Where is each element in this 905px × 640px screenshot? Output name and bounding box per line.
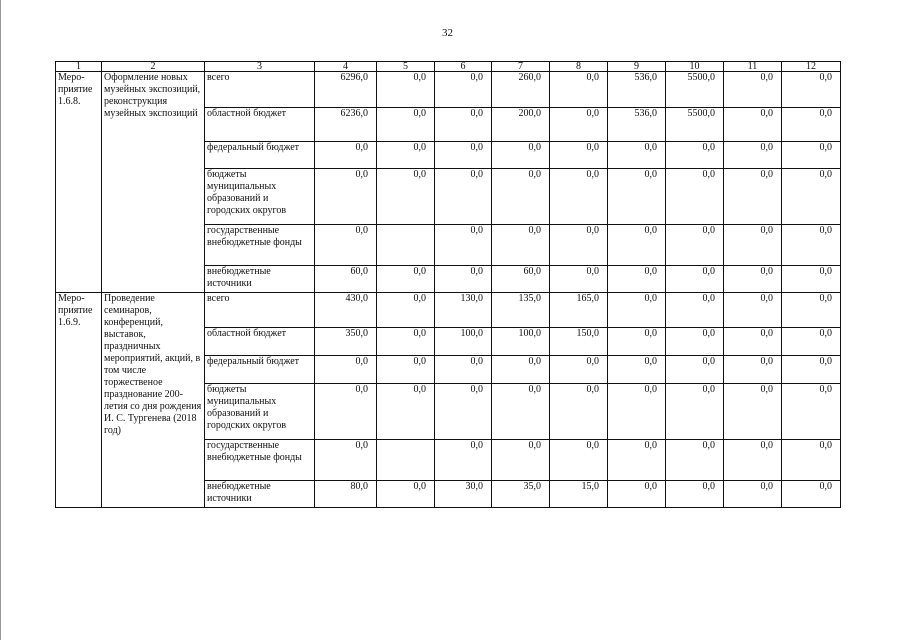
amount-cell: 0,0 — [377, 328, 435, 356]
amount-cell: 0,0 — [666, 169, 724, 225]
amount-cell: 0,0 — [377, 169, 435, 225]
amount-cell: 0,0 — [724, 142, 782, 169]
funding-source: государственные внебюджетные фонды — [205, 440, 315, 481]
amount-cell: 0,0 — [782, 266, 841, 293]
amount-cell: 0,0 — [608, 266, 666, 293]
amount-cell: 0,0 — [550, 72, 608, 108]
amount-cell: 0,0 — [724, 266, 782, 293]
funding-source: областной бюджет — [205, 328, 315, 356]
column-number: 5 — [377, 62, 435, 72]
amount-cell: 0,0 — [315, 356, 377, 384]
amount-cell: 0,0 — [492, 440, 550, 481]
amount-cell: 0,0 — [377, 384, 435, 440]
amount-cell: 0,0 — [724, 481, 782, 508]
column-numbers-row — [56, 62, 841, 72]
column-number: 4 — [315, 62, 377, 72]
budget-table — [55, 61, 841, 508]
amount-cell: 0,0 — [666, 293, 724, 328]
amount-cell: 0,0 — [492, 225, 550, 266]
amount-cell: 0,0 — [608, 440, 666, 481]
measure-code: Меро-приятие 1.6.8. — [56, 72, 102, 293]
measure-name: Проведение семинаров, конференций, выставок, праздничных мероприятий, акций, в том числе торжественое празднование 200-летия со дня рождения И. С. Тургенева (2018 год) — [102, 293, 205, 508]
amount-cell: 0,0 — [724, 169, 782, 225]
measure-code: Меро-приятие 1.6.9. — [56, 293, 102, 508]
amount-cell: 0,0 — [608, 481, 666, 508]
table-row — [56, 72, 841, 108]
amount-cell: 6236,0 — [315, 108, 377, 142]
amount-cell: 0,0 — [435, 142, 492, 169]
amount-cell: 200,0 — [492, 108, 550, 142]
amount-cell: 0,0 — [666, 142, 724, 169]
column-number: 1 — [56, 62, 102, 72]
amount-cell: 0,0 — [550, 142, 608, 169]
amount-cell: 0,0 — [315, 384, 377, 440]
amount-cell: 0,0 — [550, 440, 608, 481]
column-number: 11 — [724, 62, 782, 72]
amount-cell: 0,0 — [724, 328, 782, 356]
amount-cell: 0,0 — [435, 72, 492, 108]
measure-name: Оформление новых музейных экспозиций, реконструкция музейных экспозиций — [102, 72, 205, 293]
amount-cell: 0,0 — [782, 169, 841, 225]
amount-cell — [377, 225, 435, 266]
amount-cell: 6296,0 — [315, 72, 377, 108]
amount-cell: 0,0 — [782, 108, 841, 142]
amount-cell: 150,0 — [550, 328, 608, 356]
amount-cell: 0,0 — [492, 169, 550, 225]
amount-cell: 0,0 — [435, 169, 492, 225]
amount-cell: 0,0 — [724, 440, 782, 481]
amount-cell: 0,0 — [315, 225, 377, 266]
funding-source: областной бюджет — [205, 108, 315, 142]
amount-cell: 0,0 — [666, 356, 724, 384]
amount-cell: 0,0 — [608, 142, 666, 169]
amount-cell: 0,0 — [435, 440, 492, 481]
amount-cell: 100,0 — [492, 328, 550, 356]
amount-cell: 0,0 — [315, 169, 377, 225]
amount-cell: 0,0 — [608, 293, 666, 328]
amount-cell: 0,0 — [666, 440, 724, 481]
scan-edge-line — [0, 0, 1, 640]
amount-cell: 0,0 — [377, 108, 435, 142]
amount-cell: 0,0 — [724, 225, 782, 266]
amount-cell: 0,0 — [550, 225, 608, 266]
column-number: 8 — [550, 62, 608, 72]
budget-table-body — [56, 62, 841, 508]
amount-cell: 80,0 — [315, 481, 377, 508]
amount-cell: 60,0 — [492, 266, 550, 293]
amount-cell: 0,0 — [435, 384, 492, 440]
amount-cell: 350,0 — [315, 328, 377, 356]
funding-source: бюджеты муниципальных образований и городских округов — [205, 384, 315, 440]
amount-cell: 0,0 — [377, 266, 435, 293]
amount-cell: 0,0 — [377, 481, 435, 508]
amount-cell: 0,0 — [492, 142, 550, 169]
amount-cell: 0,0 — [377, 142, 435, 169]
column-number: 3 — [205, 62, 315, 72]
amount-cell: 0,0 — [435, 356, 492, 384]
amount-cell: 0,0 — [315, 142, 377, 169]
table-row — [56, 293, 841, 328]
column-number: 10 — [666, 62, 724, 72]
amount-cell: 0,0 — [724, 293, 782, 328]
amount-cell: 0,0 — [666, 384, 724, 440]
amount-cell: 0,0 — [492, 384, 550, 440]
amount-cell: 430,0 — [315, 293, 377, 328]
amount-cell: 100,0 — [435, 328, 492, 356]
amount-cell: 5500,0 — [666, 108, 724, 142]
amount-cell: 0,0 — [782, 440, 841, 481]
amount-cell: 0,0 — [782, 293, 841, 328]
amount-cell: 0,0 — [666, 328, 724, 356]
amount-cell: 165,0 — [550, 293, 608, 328]
amount-cell: 0,0 — [666, 225, 724, 266]
amount-cell: 0,0 — [724, 108, 782, 142]
column-number: 2 — [102, 62, 205, 72]
column-number: 9 — [608, 62, 666, 72]
funding-source: внебюджетные источники — [205, 266, 315, 293]
amount-cell: 30,0 — [435, 481, 492, 508]
amount-cell: 0,0 — [550, 356, 608, 384]
column-number: 12 — [782, 62, 841, 72]
amount-cell: 15,0 — [550, 481, 608, 508]
column-number: 7 — [492, 62, 550, 72]
funding-source: всего — [205, 72, 315, 108]
amount-cell: 0,0 — [608, 328, 666, 356]
amount-cell: 0,0 — [377, 72, 435, 108]
amount-cell: 0,0 — [608, 356, 666, 384]
amount-cell: 0,0 — [782, 328, 841, 356]
amount-cell: 0,0 — [782, 225, 841, 266]
amount-cell: 0,0 — [377, 356, 435, 384]
amount-cell: 536,0 — [608, 72, 666, 108]
amount-cell: 0,0 — [782, 384, 841, 440]
amount-cell: 0,0 — [666, 481, 724, 508]
amount-cell: 0,0 — [550, 169, 608, 225]
amount-cell: 5500,0 — [666, 72, 724, 108]
amount-cell: 0,0 — [666, 266, 724, 293]
amount-cell — [377, 440, 435, 481]
amount-cell: 0,0 — [608, 384, 666, 440]
amount-cell: 0,0 — [435, 266, 492, 293]
funding-source: бюджеты муниципальных образований и городских округов — [205, 169, 315, 225]
column-number: 6 — [435, 62, 492, 72]
amount-cell: 0,0 — [724, 384, 782, 440]
amount-cell: 135,0 — [492, 293, 550, 328]
amount-cell: 0,0 — [315, 440, 377, 481]
amount-cell: 0,0 — [435, 108, 492, 142]
funding-source: государственные внебюджетные фонды — [205, 225, 315, 266]
amount-cell: 0,0 — [608, 225, 666, 266]
amount-cell: 0,0 — [724, 72, 782, 108]
funding-source: внебюджетные источники — [205, 481, 315, 508]
funding-source: всего — [205, 293, 315, 328]
amount-cell: 0,0 — [377, 293, 435, 328]
amount-cell: 0,0 — [608, 169, 666, 225]
amount-cell: 260,0 — [492, 72, 550, 108]
amount-cell: 35,0 — [492, 481, 550, 508]
amount-cell: 0,0 — [550, 384, 608, 440]
amount-cell: 0,0 — [492, 356, 550, 384]
amount-cell: 0,0 — [782, 481, 841, 508]
amount-cell: 0,0 — [550, 266, 608, 293]
amount-cell: 0,0 — [782, 142, 841, 169]
funding-source: федеральный бюджет — [205, 356, 315, 384]
page-number: 32 — [442, 27, 453, 39]
amount-cell: 0,0 — [782, 72, 841, 108]
amount-cell: 130,0 — [435, 293, 492, 328]
funding-source: федеральный бюджет — [205, 142, 315, 169]
amount-cell: 0,0 — [782, 356, 841, 384]
amount-cell: 0,0 — [550, 108, 608, 142]
amount-cell: 0,0 — [435, 225, 492, 266]
amount-cell: 536,0 — [608, 108, 666, 142]
amount-cell: 0,0 — [724, 356, 782, 384]
amount-cell: 60,0 — [315, 266, 377, 293]
